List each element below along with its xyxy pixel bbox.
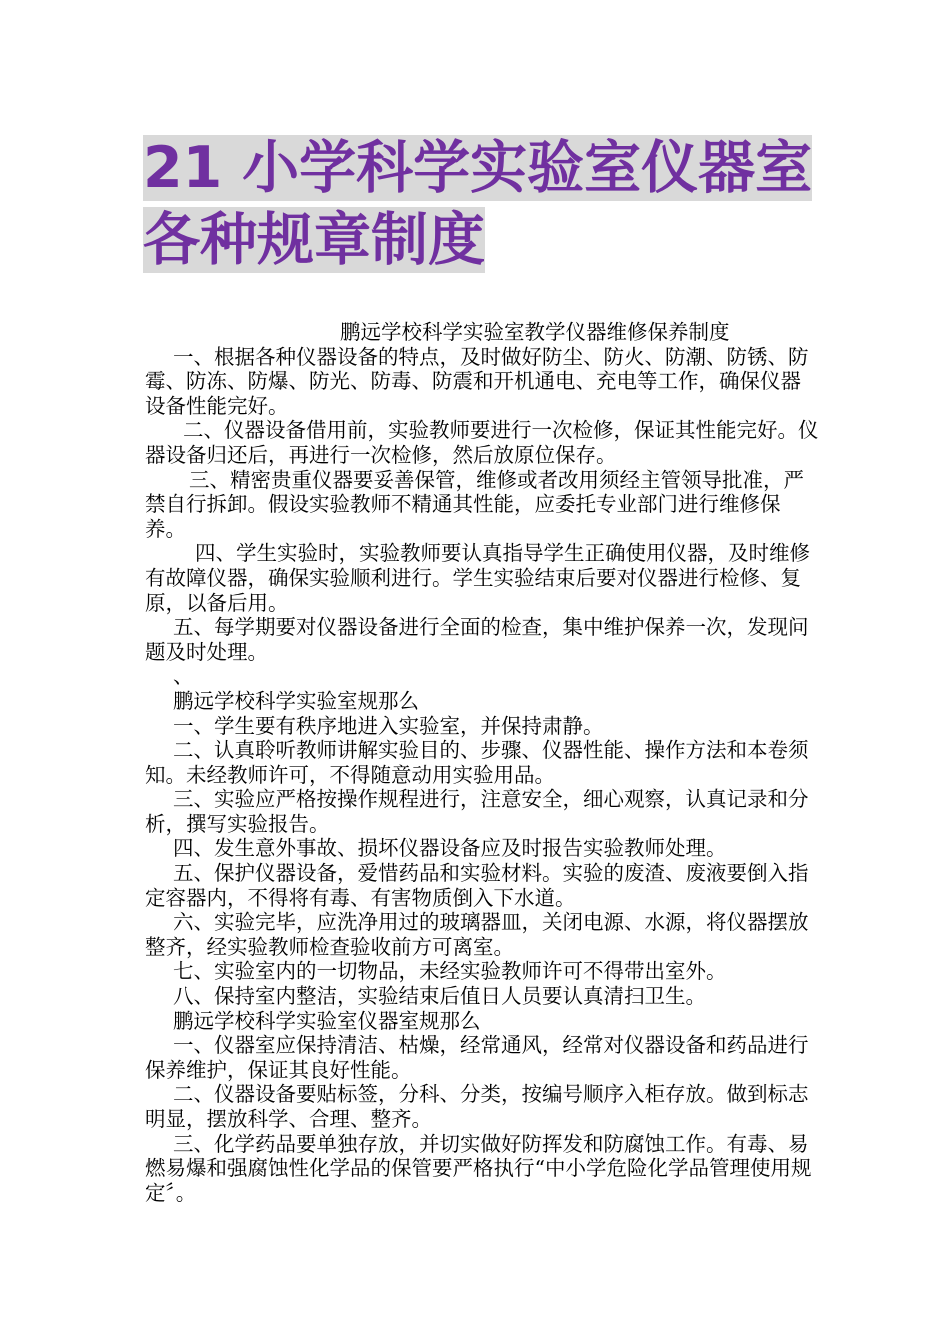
paragraph: 三、精密贵重仪器要妥善保管，维修或者改用须经主管领导批准，严禁自行拆卸。假设实验教师不精通其性能，应委托专业部门进行维修保养。 [145,467,804,541]
title-text: 21 小学科学实验室仪器室各种规章制度 [143,135,813,273]
paragraph: 五、保护仪器设备，爱惜药品和实验材料。实验的废渣、废液要倒入指定容器内，不得将有毒、有害物质倒入下水道。 [145,861,809,910]
paragraph: 一、学生要有秩序地进入实验室，并保持肃静。 [173,713,604,738]
paragraph: 三、实验应严格按操作规程进行，注意安全，细心观察，认真记录和分析，撰写实验报告。 [145,787,809,836]
paragraph: 四、发生意外事故、损坏仪器设备应及时报告实验教师处理。 [173,836,727,861]
paragraph: 一、仪器室应保持清洁、枯燥，经常通风，经常对仪器设备和药品进行保养维护，保证其良好性能。 [145,1033,809,1082]
paragraph: 二、仪器设备借用前，实验教师要进行一次检修，保证其性能完好。仪器设备归还后，再进行一次检修，然后放原位保存。 [145,418,819,467]
paragraph: 一、根据各种仪器设备的特点，及时做好防尘、防火、防潮、防锈、防霉、防冻、防爆、防光、防毒、防震和开机通电、充电等工作，确保仪器设备性能完好。 [145,344,809,418]
section-heading: 鹏远学校科学实验室仪器室规那么 [173,1008,481,1033]
paragraph: 八、保持室内整洁，实验结束后值日人员要认真清扫卫生。 [173,984,706,1009]
paragraph: 六、实验完毕，应洗净用过的玻璃器皿，关闭电源、水源，将仪器摆放整齐，经实验教师检查验收前方可离室。 [145,910,809,959]
paragraph: 二、认真聆听教师讲解实验目的、步骤、仪器性能、操作方法和本卷须知。未经教师许可，不得随意动用实验用品。 [145,738,809,787]
paragraph: 五、每学期要对仪器设备进行全面的检查，集中维护保养一次，发现问题及时处理。 [145,615,809,664]
paragraph: 三、化学药品要单独存放，并切实做好防挥发和防腐蚀工作。有毒、易燃易爆和强腐蚀性化学品的保管要严格执行“中小学危险化学品管理使用规定〞。 [145,1131,812,1205]
paragraph: 七、实验室内的一切物品，未经实验教师许可不得带出室外。 [173,959,727,984]
document-title [143,132,823,276]
paragraph: 四、学生实验时，实验教师要认真指导学生正确使用仪器，及时维修有故障仪器，确保实验顺利进行。学生实验结束后要对仪器进行检修、复原，以备后用。 [145,541,810,615]
separator-mark: 、 [173,664,194,689]
section-heading: 鹏远学校科学实验室教学仪器维修保养制度 [340,320,730,344]
document-body [145,320,820,1205]
section-heading: 鹏远学校科学实验室规那么 [173,688,419,713]
paragraph: 二、仪器设备要贴标签，分科、分类，按编号顺序入柜存放。做到标志明显，摆放科学、合理、整齐。 [145,1082,809,1131]
